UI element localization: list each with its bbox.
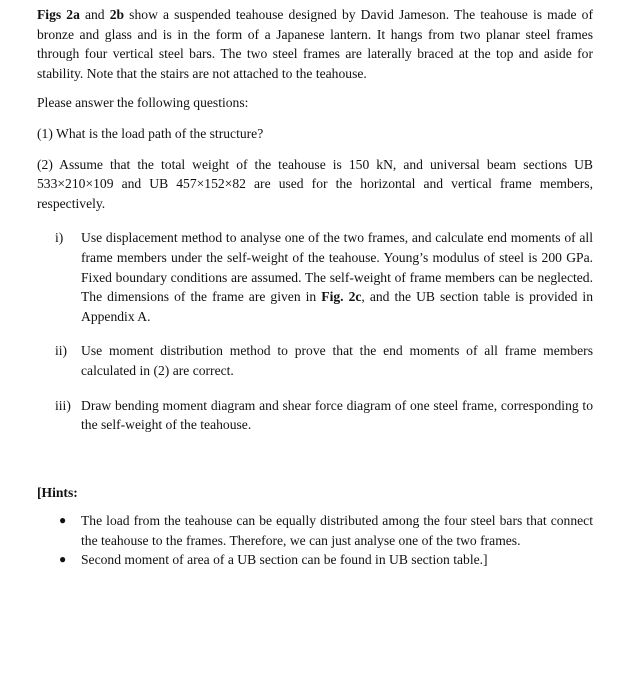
subquestion-number: ii) bbox=[55, 343, 68, 359]
subquestion-number: i) bbox=[55, 230, 64, 246]
subquestion-ii bbox=[55, 341, 593, 380]
subquestion-text: Draw bending moment diagram and shear force diagram of one steel frame, corresponding to the self-weight of the teahouse. bbox=[81, 397, 593, 433]
subquestion-text bbox=[81, 228, 593, 326]
bullet-icon: ● bbox=[59, 513, 67, 528]
hints-title: [Hints: bbox=[37, 484, 78, 500]
bullet-icon: ● bbox=[59, 552, 67, 567]
hints-list bbox=[59, 511, 593, 570]
hint-text: The load from the teahouse can be equally distributed among the four steel bars that connect the teahouse to the frames. Therefore, we can just analyse one of the two frames. bbox=[81, 513, 593, 548]
fig-ref-2b: 2b bbox=[109, 7, 125, 22]
fig-ref-2a: Figs 2a bbox=[37, 7, 80, 22]
subquestion-text-before: Use displacement method to analyse one of the two frames, and calculate end moments of all frame members under the self-weight of the teahouse. Young’s modulus of steel is 200 GPa. Fixed boundary conditions are assumed. The self-weight of frame members can be neglected. The dimensions of the frame are given in bbox=[81, 230, 593, 305]
subquestion-number: iii) bbox=[55, 397, 71, 413]
question-2: (2) Assume that the total weight of the teahouse is 150 kN, and universal beam sections UB 533×210×109 and UB 457×152×82 are used for the horizontal and vertical frame members, respectively. bbox=[37, 156, 593, 211]
intro-text: show a suspended teahouse designed by David Jameson. The teahouse is made of bronze and glass and is in the form of a Japanese lantern. It hangs from two planar steel frames through four vertical steel bars. The two steel frames are laterally braced at the top and aside for stability. Note that the stairs are not attached to the teahouse. bbox=[37, 7, 593, 81]
subquestion-list bbox=[55, 228, 593, 434]
fig-ref-2c: Fig. 2c bbox=[321, 289, 362, 305]
subquestion-i bbox=[55, 228, 593, 326]
hint-text: Second moment of area of a UB section can be found in UB section table.] bbox=[81, 552, 488, 568]
hint-item bbox=[59, 550, 593, 570]
intro-paragraph bbox=[37, 5, 593, 83]
subquestion-text-after: , and the UB section table is provided in Appendix A. bbox=[81, 289, 594, 324]
document-page bbox=[37, 5, 593, 570]
instructions: Please answer the following questions: bbox=[37, 95, 249, 111]
intro-and: and bbox=[79, 7, 110, 22]
hint-item bbox=[59, 511, 593, 550]
question-1: (1) What is the load path of the structure? bbox=[37, 125, 264, 141]
subquestion-iii bbox=[55, 396, 593, 435]
subquestion-text: Use moment distribution method to prove that the end moments of all frame members calculated in (2) are correct. bbox=[81, 343, 593, 378]
